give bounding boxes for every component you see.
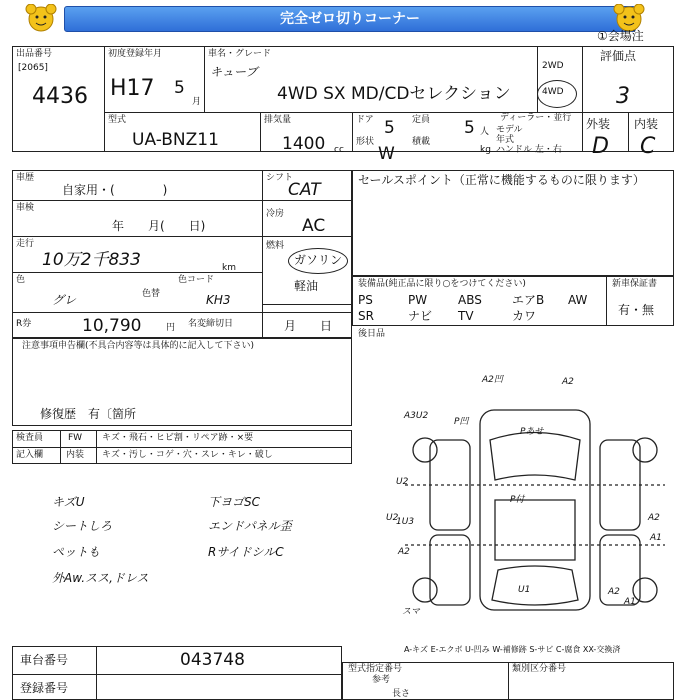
inspector-legend1: キズ・飛石・ヒビ割・リペア跡・×要	[102, 433, 254, 443]
shape-label: 形状	[356, 137, 375, 147]
damage-label: A1	[624, 597, 636, 607]
recycle-label: R券	[16, 319, 32, 329]
usage-value: 自家用・( )	[62, 183, 168, 197]
lot-number: 4436	[32, 84, 88, 109]
equip-item: エアB	[512, 293, 545, 307]
inspect-value: 年 月( 日)	[112, 219, 206, 233]
banner-title: 完全ゼロ切りコーナー	[64, 6, 636, 32]
disp-unit: cc	[334, 145, 344, 155]
repair-history: 修復歴 有〔箇所	[40, 407, 137, 421]
ext-grade: D	[592, 134, 609, 159]
damage-label: A3U2	[404, 411, 429, 421]
damage-label: U1	[518, 585, 531, 595]
damage-label: A1	[650, 533, 662, 543]
namechange-label: 名変締切日	[188, 319, 234, 329]
ext-label: 外装	[586, 117, 611, 131]
disp-label: 排気量	[264, 115, 292, 125]
auction-sheet	[12, 29, 686, 700]
equip-item: ABS	[458, 293, 482, 307]
handle-label: ハンドル 左・右	[496, 145, 562, 155]
damage-label: A2	[398, 547, 410, 557]
car-diagram	[390, 370, 680, 650]
type-label: 型式	[108, 115, 127, 125]
damage-label: P凹	[454, 417, 469, 427]
doors-label: ドア	[356, 115, 374, 125]
fuel-diesel: 軽油	[294, 279, 319, 293]
color-value: グレ	[52, 293, 77, 307]
damage-label: U2	[396, 477, 409, 487]
interior-label: 内装	[66, 450, 85, 460]
drive-4wd: 4WD	[542, 87, 564, 97]
capacity-value: 5	[464, 118, 475, 138]
damage-label: A2凹	[482, 375, 503, 385]
color-change-label: 色替	[142, 289, 161, 299]
damage-label: A2	[608, 587, 620, 597]
lot-label: 出品番号	[16, 49, 53, 59]
color-label: 色	[16, 275, 26, 285]
capacity-unit: 人	[480, 127, 490, 137]
equip-item: SR	[358, 309, 374, 323]
reg-label: 登録番号	[20, 681, 69, 695]
inspector-label: 検査員	[16, 433, 44, 443]
color-code-value: KH3	[206, 293, 231, 307]
equip-label: 装備品(純正品に限り○をつけてください)	[358, 279, 526, 289]
equip-item: AW	[568, 293, 588, 307]
ac-value: AC	[302, 216, 326, 236]
usage-label: 車歴	[16, 173, 35, 183]
shape-value: W	[378, 144, 395, 164]
class-label: 類別区分番号	[512, 664, 567, 674]
load-unit: kg	[480, 145, 491, 155]
inspect-label: 車検	[16, 203, 35, 213]
year-label: 年式	[496, 135, 515, 145]
model-label: 車名・グレード	[208, 49, 272, 59]
shift-value: CAT	[288, 180, 321, 200]
rating-label: 評価点	[600, 49, 637, 63]
hw-note-5: 下ヨゴSC	[208, 495, 260, 509]
ref-label: 参考	[372, 675, 391, 685]
inspector-legend2: キズ・汚し・コゲ・穴・スレ・キレ・破し	[102, 450, 273, 460]
equip-item: TV	[458, 309, 474, 323]
hw-note-7: RサイドシルC	[208, 545, 284, 559]
recycle-unit: 円	[166, 323, 176, 333]
month-unit: 月	[192, 97, 202, 107]
damage-label: P付	[510, 495, 525, 505]
damage-legend: A-キズ E-エクボ U-凹み W-補修跡 S-サビ C-腐食 XX-交換済	[404, 645, 621, 654]
hw-note-6: エンドパネル歪	[208, 519, 292, 533]
first-reg-era: H17	[110, 76, 155, 101]
capacity-label: 定員	[412, 115, 431, 125]
color-code-label: 色コード	[178, 275, 215, 285]
type-value: UA-BNZ11	[132, 130, 219, 150]
mileage-value: 10万2千833	[42, 250, 141, 270]
chassis-label: 車台番号	[20, 653, 69, 667]
rating-value: 3	[616, 84, 630, 109]
int-grade: C	[640, 134, 656, 159]
new-car-label: 新車保証書	[612, 279, 658, 289]
disp-value: 1400	[282, 134, 326, 154]
notes-label: 注意事項申告欄(不具合内容等は具体的に記入して下さい)	[22, 341, 255, 351]
namechange-value: 月 日	[284, 319, 333, 333]
sales-label: セールスポイント（正常に機能するものに限ります）	[358, 173, 645, 187]
first-reg-label: 初度登録年月	[108, 49, 163, 59]
hw-note-4: 外Aw.スス,ドレス	[52, 571, 149, 585]
new-car-value: 有・無	[618, 303, 655, 317]
hw-note-3: ペットも	[52, 545, 101, 559]
drive-2wd: 2WD	[542, 61, 564, 71]
lot-sub: [2065]	[18, 63, 48, 73]
fuel-label: 燃料	[266, 241, 285, 251]
load-label: 積載	[412, 137, 431, 147]
ac-label: 冷房	[266, 209, 285, 219]
spec-label: 型式指定番号	[348, 664, 403, 674]
equip-item: ナビ	[408, 309, 433, 323]
equip-item: PW	[408, 293, 428, 307]
fuel-gas: ガソリン	[294, 253, 343, 267]
damage-label: A2	[648, 513, 660, 523]
damage-label: U2	[386, 513, 399, 523]
mileage-label: 走行	[16, 239, 35, 249]
damage-label: スマ	[402, 607, 420, 617]
int-label: 内装	[634, 117, 659, 131]
hw-note-1: キズU	[52, 495, 85, 509]
damage-label: Pあせ	[520, 427, 544, 437]
model-label2: モデル	[496, 125, 523, 135]
grade: 4WD SX MD/CDセレクション	[277, 84, 511, 104]
shift-label: シフト	[266, 173, 294, 183]
inspector-fw: FW	[68, 433, 83, 443]
mileage-unit: km	[222, 263, 236, 273]
doors-value: 5	[384, 118, 395, 138]
length-label: 長さ	[392, 689, 411, 699]
damage-label: A2	[562, 377, 574, 387]
entry-label: 記入欄	[16, 450, 44, 460]
chassis-value: 043748	[180, 650, 245, 670]
damage-label: 1U3	[396, 517, 415, 527]
car-name: キューブ	[210, 65, 258, 79]
rear-seat-label: 後日品	[358, 329, 386, 339]
equip-item: PS	[358, 293, 373, 307]
recycle-value: 10,790	[82, 316, 142, 336]
hw-note-2: シートしろ	[52, 519, 113, 533]
mascot-left-icon	[24, 4, 58, 34]
equip-item: カワ	[512, 309, 537, 323]
first-reg-month: 5	[174, 78, 185, 98]
top-right-note: ①会場注	[597, 29, 644, 43]
dealer-label: ディーラー・並行	[500, 113, 572, 123]
